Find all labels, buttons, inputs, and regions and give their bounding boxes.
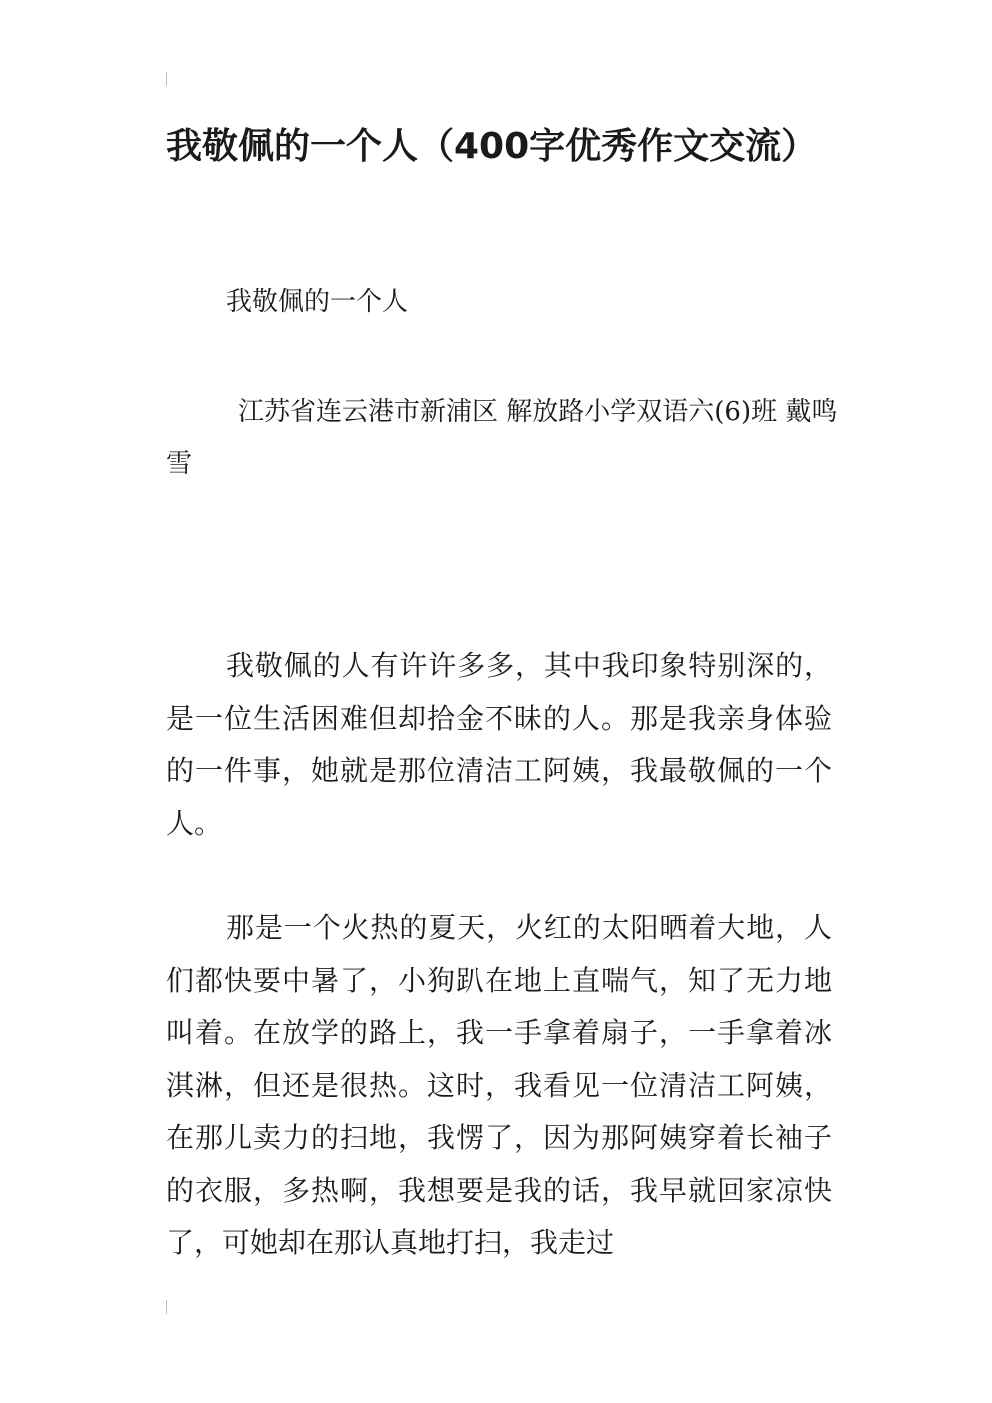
author-byline: 江苏省连云港市新浦区 解放路小学双语六(6)班 戴鸣雪 (166, 397, 838, 479)
page-corner-mark-bottom (166, 1300, 167, 1314)
document-title: 我敬佩的一个人（400字优秀作文交流） (166, 126, 818, 167)
page-corner-mark-top (166, 72, 167, 86)
paragraph-1: 我敬佩的人有许许多多，其中我印象特别深的，是一位生活困难但却拾金不昧的人。那是我亲身体验的一件事，她就是那位清洁工阿姨，我最敬佩的一个人。 (166, 649, 832, 840)
paragraph-2: 那是一个火热的夏天，火红的太阳晒着大地，人们都快要中暑了，小狗趴在地上直喘气，知了无力地叫着。在放学的路上，我一手拿着扇子，一手拿着冰淇淋，但还是很热。这时，我看见一位清洁工阿姨，在那儿卖力的扫地，我愣了，因为那阿姨穿着长袖子的衣服，多热啊，我想要是我的话，我早就回家凉快了，可她却在那认真地打扫，我走过 (166, 911, 832, 1259)
essay-title: 我敬佩的一个人 (226, 287, 409, 317)
